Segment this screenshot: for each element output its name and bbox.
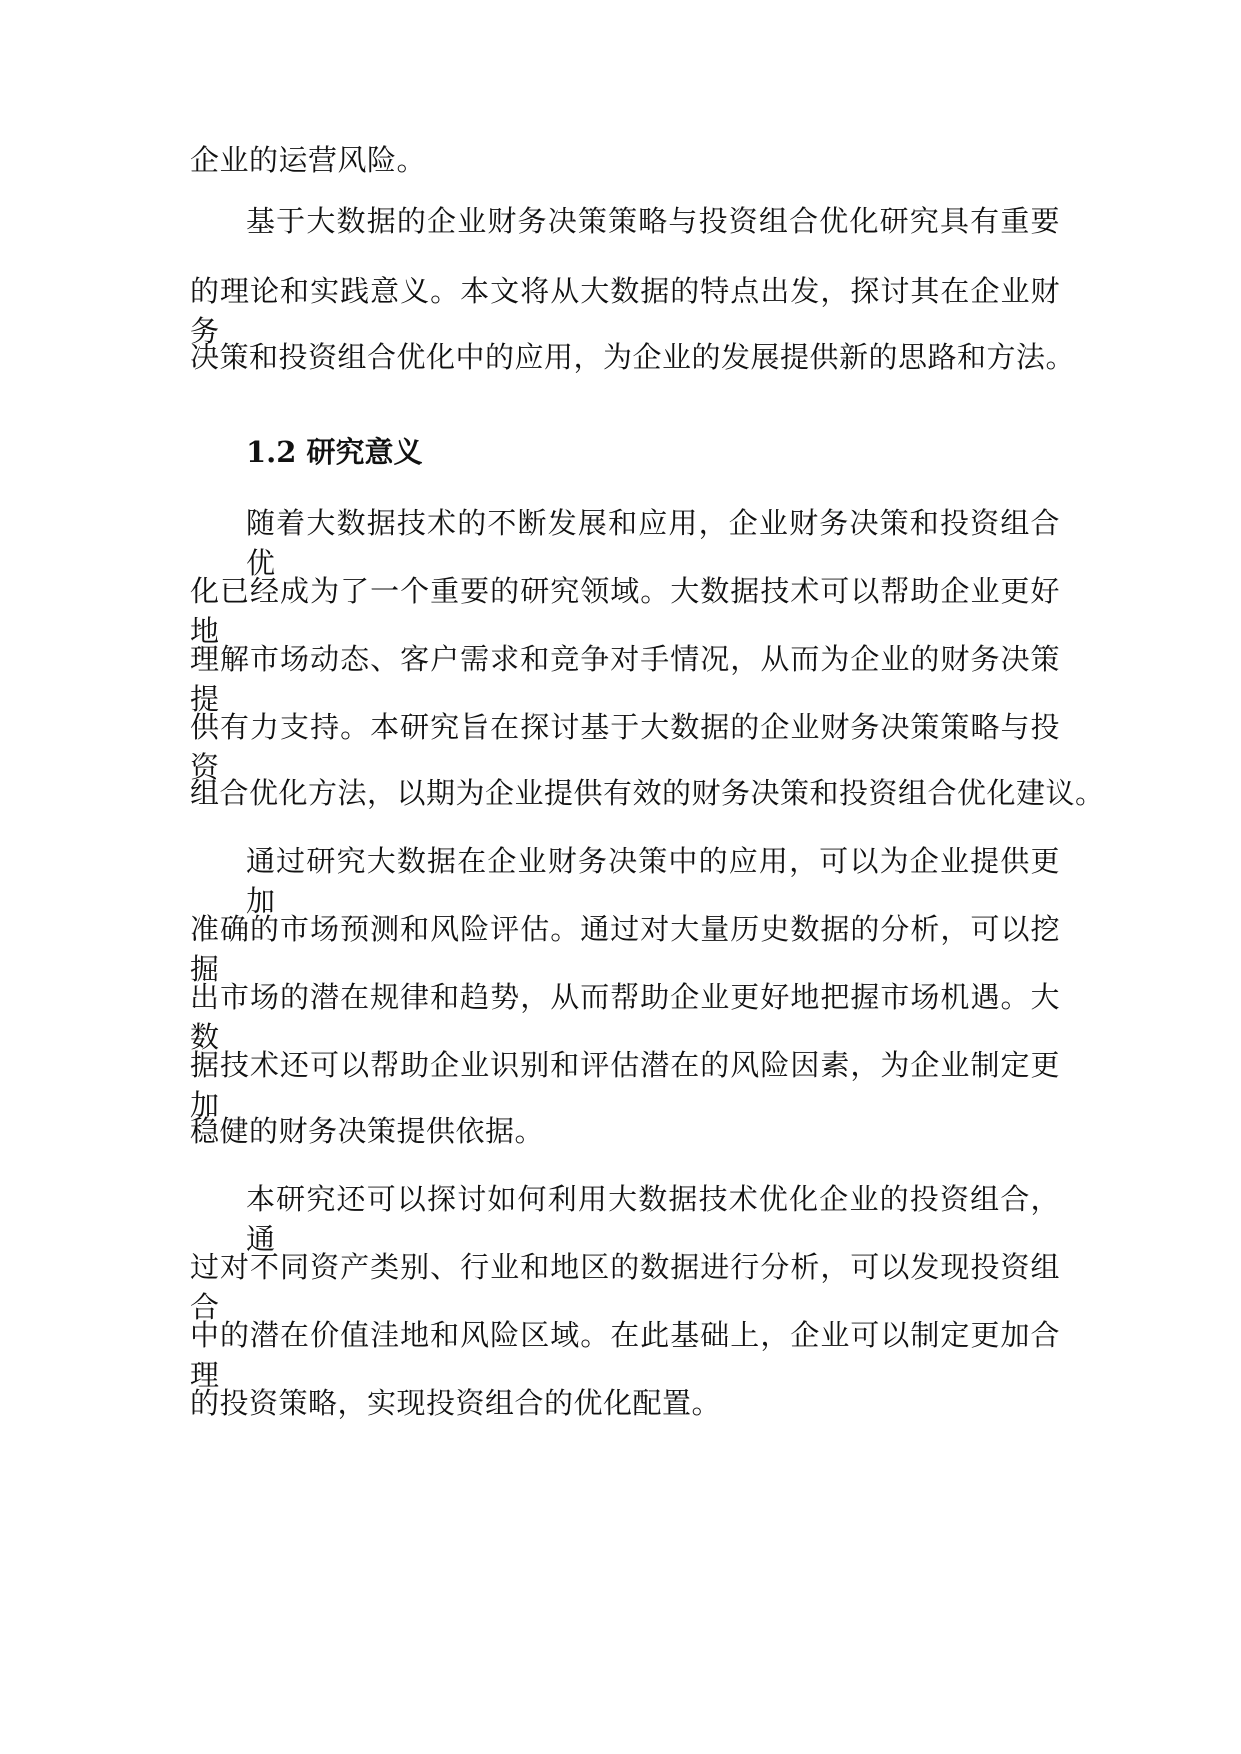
paragraph-continuation: 企业的运营风险。 <box>190 143 427 177</box>
paragraph-2-line-5: 组合优化方法，以期为企业提供有效的财务决策和投资组合优化建议。 <box>190 776 1105 810</box>
paragraph-4-line-3: 中的潜在价值洼地和风险区域。在此基础上，企业可以制定更加合理 <box>190 1318 1060 1392</box>
paragraph-2-line-1: 随着大数据技术的不断发展和应用，企业财务决策和投资组合优 <box>246 506 1060 580</box>
paragraph-1-line-3: 决策和投资组合优化中的应用，为企业的发展提供新的思路和方法。 <box>190 340 1076 374</box>
paragraph-3-line-4: 据技术还可以帮助企业识别和评估潜在的风险因素，为企业制定更加 <box>190 1048 1060 1122</box>
paragraph-2-line-3: 理解市场动态、客户需求和竞争对手情况，从而为企业的财务决策提 <box>190 642 1060 716</box>
paragraph-4-line-4: 的投资策略，实现投资组合的优化配置。 <box>190 1386 722 1420</box>
paragraph-2-line-4: 供有力支持。本研究旨在探讨基于大数据的企业财务决策策略与投资 <box>190 710 1060 784</box>
paragraph-3-line-5: 稳健的财务决策提供依据。 <box>190 1114 545 1148</box>
paragraph-3-line-3: 出市场的潜在规律和趋势，从而帮助企业更好地把握市场机遇。大数 <box>190 980 1060 1054</box>
paragraph-4-line-2: 过对不同资产类别、行业和地区的数据进行分析，可以发现投资组合 <box>190 1250 1060 1324</box>
paragraph-2-line-2: 化已经成为了一个重要的研究领域。大数据技术可以帮助企业更好地 <box>190 574 1060 648</box>
paragraph-1-line-1: 基于大数据的企业财务决策策略与投资组合优化研究具有重要 <box>246 204 1060 238</box>
paragraph-3-line-1: 通过研究大数据在企业财务决策中的应用，可以为企业提供更加 <box>246 844 1060 918</box>
paragraph-3-line-2: 准确的市场预测和风险评估。通过对大量历史数据的分析，可以挖掘 <box>190 912 1060 986</box>
section-heading: 1.2 研究意义 <box>246 435 423 469</box>
paragraph-4-line-1: 本研究还可以探讨如何利用大数据技术优化企业的投资组合，通 <box>246 1182 1060 1256</box>
paragraph-1-line-2: 的理论和实践意义。本文将从大数据的特点出发，探讨其在企业财务 <box>190 274 1060 348</box>
